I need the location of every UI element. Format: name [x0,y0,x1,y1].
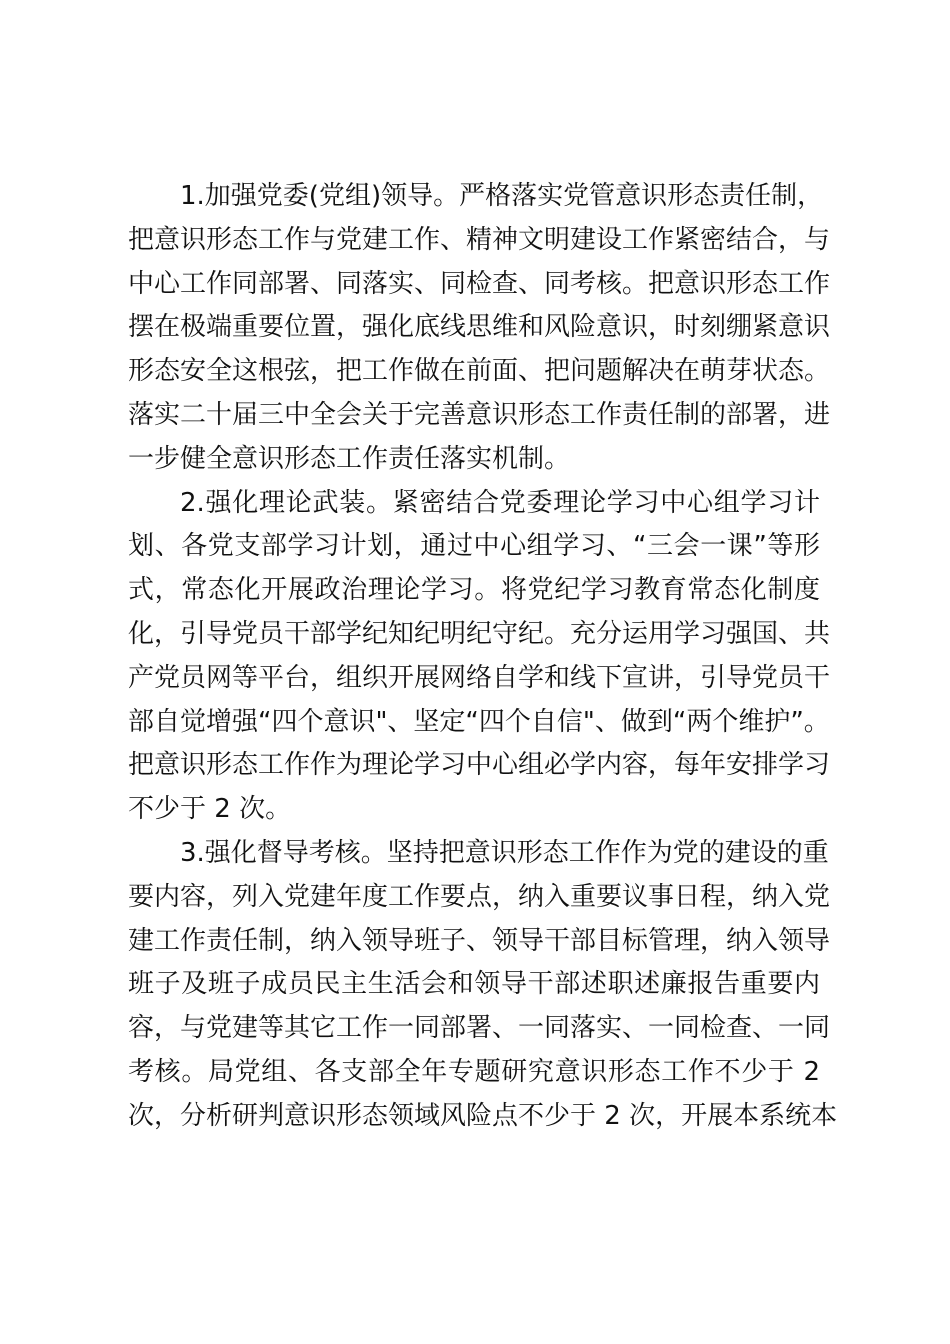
paragraph-line: 化，引导党员干部学纪知纪明纪守纪。充分运用学习强国、共 [128,618,831,649]
paragraph-line: 班子及班子成员民主生活会和领导干部述职述廉报告重要内 [128,969,820,1000]
paragraph-3 [128,832,838,1139]
paragraph-line: 落实二十届三中全会关于完善意识形态工作责任制的部署，进 [128,399,831,430]
paragraph-line: 把意识形态工作作为理论学习中心组必学内容，每年安排学习 [128,750,831,781]
paragraph-line: 式，常态化开展政治理论学习。将党纪学习教育常态化制度 [128,575,820,606]
paragraph-line: 划、各党支部学习计划，通过中心组学习、“三会一课”等形 [128,531,820,562]
paragraph-line: 3.强化督导考核。坚持把意识形态工作作为党的建设的重 [180,837,829,868]
paragraph-line: 建工作责任制，纳入领导班子、领导干部目标管理，纳入领导 [128,925,831,956]
paragraph-line: 要内容，列入党建年度工作要点，纳入重要议事日程，纳入党 [128,881,831,912]
paragraph-line: 中心工作同部署、同落实、同检查、同考核。把意识形态工作 [128,268,831,299]
paragraph-2 [128,482,831,832]
paragraph-line: 把意识形态工作与党建工作、精神文明建设工作紧密结合，与 [128,224,831,255]
paragraph-line: 一步健全意识形态工作责任落实机制。 [128,443,571,474]
paragraph-1 [128,175,831,482]
paragraph-line: 产党员网等平台，组织开展网络自学和线下宣讲，引导党员干 [128,662,831,693]
paragraph-line: 摆在极端重要位置，强化底线思维和风险意识，时刻绷紧意识 [128,312,831,343]
paragraph-line: 不少于 2 次。 [128,794,292,825]
document-body [128,175,838,1139]
paragraph-line: 2.强化理论武装。紧密结合党委理论学习中心组学习计 [180,487,820,518]
paragraph-line: 1.加强党委(党组)领导。严格落实党管意识形态责任制， [180,181,824,211]
paragraph-line: 考核。局党组、各支部全年专题研究意识形态工作不少于 2 [128,1056,820,1087]
paragraph-line: 部自觉增强“四个意识"、坚定“四个自信"、做到“两个维护”。 [128,706,830,737]
paragraph-line: 形态安全这根弦，把工作做在前面、把问题解决在萌芽状态。 [128,356,831,387]
paragraph-line: 容，与党建等其它工作一同部署、一同落实、一同检查、一同 [128,1013,831,1044]
paragraph-line: 次，分析研判意识形态领域风险点不少于 2 次，开展本系统本 [128,1100,838,1131]
